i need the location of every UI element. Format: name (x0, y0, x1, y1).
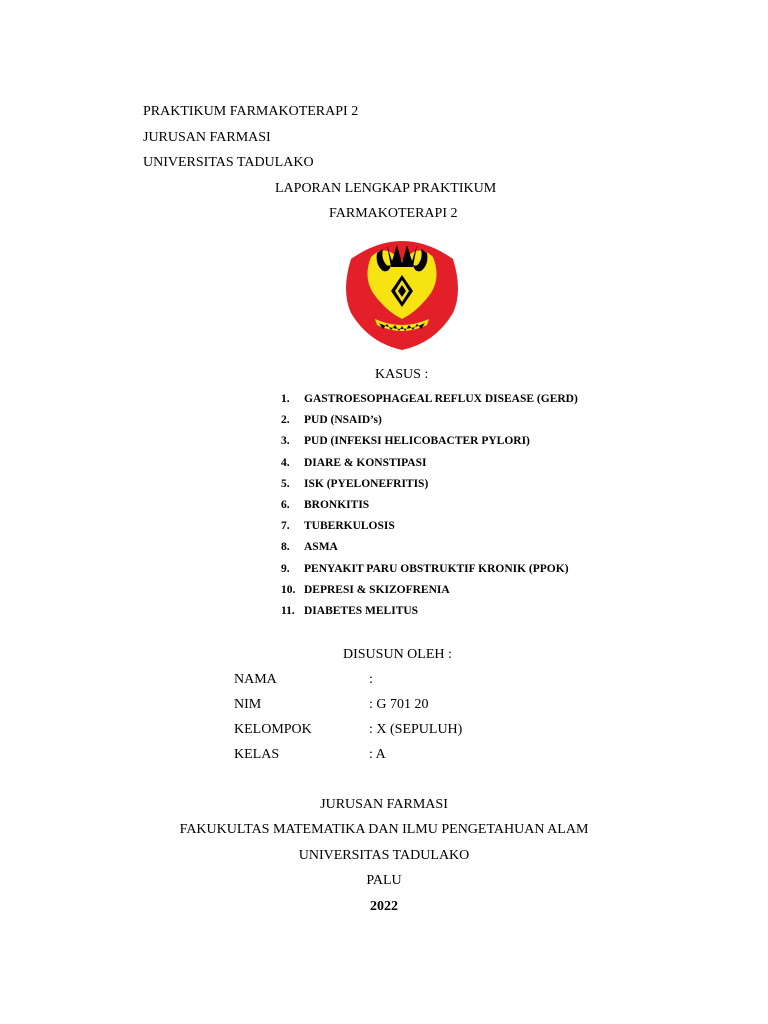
list-item-number: 7. (281, 520, 290, 533)
author-label: KELOMPOK (234, 722, 312, 737)
list-item-number: 5. (281, 477, 290, 490)
university-logo-icon (343, 231, 461, 351)
author-value: : G 701 20 (369, 697, 429, 712)
footer-university: UNIVERSITAS TADULAKO (298, 848, 470, 863)
footer-year: 2022 (370, 899, 398, 914)
author-heading: DISUSUN OLEH : (343, 647, 452, 662)
footer-department: JURUSAN FARMASI (320, 797, 448, 812)
header-department: JURUSAN FARMASI (143, 130, 271, 145)
footer-city: PALU (366, 873, 402, 888)
list-item-number: 9. (281, 562, 290, 575)
header-course: PRAKTIKUM FARMAKOTERAPI 2 (143, 104, 359, 119)
list-item-text: TUBERKULOSIS (304, 520, 395, 533)
report-subtitle: FARMAKOTERAPI 2 (329, 206, 458, 221)
cases-heading: KASUS : (375, 367, 429, 382)
author-value: : X (SEPULUH) (369, 722, 463, 737)
list-item-text: PUD (INFEKSI HELICOBACTER PYLORI) (304, 435, 530, 448)
list-item-text: ASMA (304, 541, 338, 554)
list-item-number: 4. (281, 456, 290, 469)
list-item-number: 1. (281, 393, 290, 405)
author-label: NIM (234, 697, 262, 712)
list-item-text: PUD (NSAID’s) (304, 414, 382, 427)
list-item-number: 3. (281, 435, 290, 448)
author-value: : A (369, 747, 386, 762)
list-item-number: 2. (281, 414, 290, 427)
report-title: LAPORAN LENGKAP PRAKTIKUM (275, 181, 497, 196)
list-item-text: GASTROESOPHAGEAL REFLUX DISEASE (GERD) (304, 393, 578, 405)
list-item-number: 11. (281, 604, 295, 617)
list-item-number: 8. (281, 541, 290, 554)
list-item-number: 6. (281, 498, 290, 511)
list-item-text: DEPRESI & SKIZOFRENIA (304, 583, 450, 596)
author-label: NAMA (234, 672, 277, 687)
author-label: KELAS (234, 747, 280, 762)
author-value: : (369, 672, 373, 687)
list-item-text: DIARE & KONSTIPASI (304, 456, 427, 469)
list-item-text: PENYAKIT PARU OBSTRUKTIF KRONIK (PPOK) (304, 562, 569, 575)
list-item-number: 10. (281, 583, 296, 596)
header-university: UNIVERSITAS TADULAKO (143, 155, 314, 170)
list-item-text: BRONKITIS (304, 498, 370, 511)
list-item-text: ISK (PYELONEFRITIS) (304, 477, 429, 490)
footer-faculty: FAKUKULTAS MATEMATIKA DAN ILMU PENGETAHUAN ALAM (179, 822, 589, 837)
list-item-text: DIABETES MELITUS (304, 604, 419, 617)
